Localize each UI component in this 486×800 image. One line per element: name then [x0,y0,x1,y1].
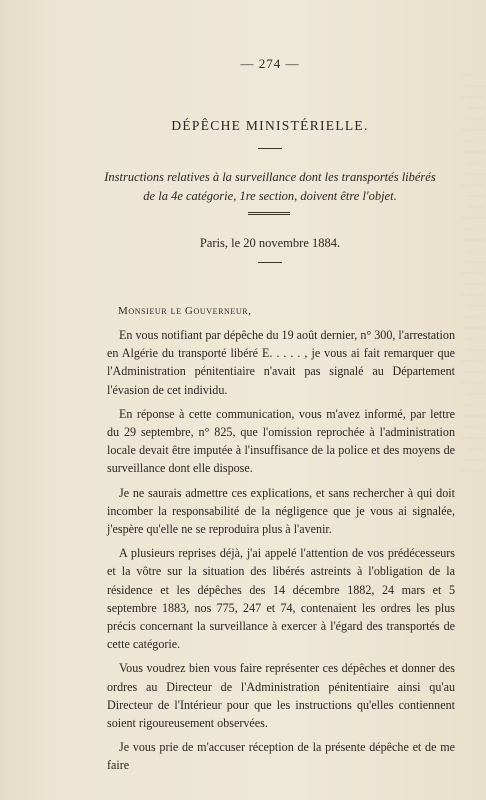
subtitle-rule [248,212,290,215]
letter-body [107,326,455,775]
paragraph: En réponse à cette communication, vous m'avez informé, par lettre du 29 septembre, n° 825, que l'omission reprochée à l'administration locale devait être imputée à l'insuffisance de la police et des moyens de surveillance dont elle dispose. [107,406,455,476]
dateline: Paris, le 20 novembre 1884. [199,236,341,250]
subtitle-line: de la 4e catégorie, 1re section, doivent être l'objet. [143,189,397,203]
page-title: DÉPÊCHE MINISTÉRIELLE. [171,118,369,133]
subtitle [100,168,440,206]
paragraph: Vous voudrez bien vous faire représenter ces dépêches et donner des ordres au Directeur de l'Administration pénitentiaire ainsi qu'au Directeur de l'Intérieur pour que les instructions qu'elles contiennent soient rigoureusement observées. [107,661,455,731]
salutation: Monsieur le Gouverneur, [118,305,252,317]
paragraph: En vous notifiant par dépêche du 19 août dernier, n° 300, l'arrestation en Algérie du transporté libéré E. . . . . , je vous ai fait remarquer que l'Administration pénitentiaire n'avait pas signalé au Département l'évasion de cet individu. [107,328,455,397]
date-rule [258,262,282,263]
show-through-text: ········ ······· ········ ······ ······· ········ ······· ········ ······ ······· ········ ······· ······ ········ ······· ········ ······ ······· ········ ······· ········ ······ ······· ········ ······· ······ ········ ······· ········ ······ ······· ········ ······· ········ ······ ······· ········ [461,71,486,476]
title-rule [258,148,282,149]
paragraph: A plusieurs reprises déjà, j'ai appelé l'attention de vos prédécesseurs et la vôtre sur la situation des libérés astreints à l'obligation de la résidence et les dépêches des 14 décembre 1882, 24 mars et 5 septembre 1883, nos 775, 247 et 74, contenaient les ordres les plus précis concernant la surveillance à exercer à l'égard des transportés de cette catégorie. [107,546,455,652]
page-number: — 274 — [240,56,300,71]
paragraph: Je ne saurais admettre ces explications, et sans rechercher à qui doit incomber la responsabilité de la négligence que je vous ai signalée, j'espère qu'elle ne se reproduira plus à l'avenir. [107,485,455,537]
paragraph: Je vous prie de m'accuser réception de la présente dépêche et de me faire [107,740,455,773]
subtitle-line: Instructions relatives à la surveillance dont les transportés libérés [104,170,436,184]
